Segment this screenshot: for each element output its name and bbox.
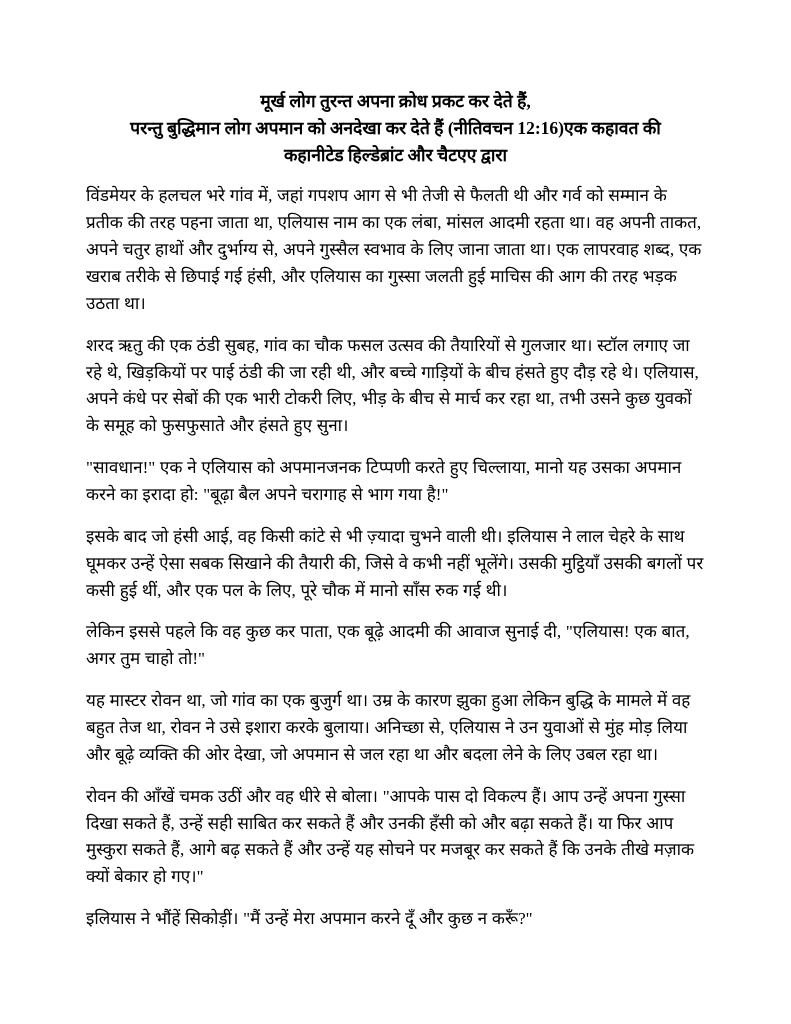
paragraph-2: शरद ऋतु की एक ठंडी सुबह, गांव का चौक फसल उत्सव की तैयारियों से गुलजार था। स्टॉल लगाए जा रहे थे, खिड़कियों पर पाई ठंडी की जा रही थी, और बच्चे गाड़ियों के बीच हंसते हुए दौड़ रहे थे। एलियास, अपने कंधे पर सेबों की एक भारी टोकरी लिए, भीड़ के बीच से मार्च कर रहा था, तभी उसने कुछ युवकों के समूह को फुसफुसाते और हंसते हुए सुना। [86,335,699,436]
title-line-1: मूर्ख लोग तुरन्त अपना क्रोध प्रकट कर देते हैं, [260,91,531,111]
paragraph-3: "सावधान!" एक ने एलियास को अपमानजनक टिप्पणी करते हुए चिल्लाया, मानो यह उसका अपमान करने का इरादा हो: "बूढ़ा बैल अपने चरागाह से भाग गया है!" [86,458,682,504]
paragraph-6: यह मास्टर रोवन था, जो गांव का एक बुजुर्ग था। उम्र के कारण झुका हुआ लेकिन बुद्धि के मामले में वह बहुत तेज था, रोवन ने उसे इशारा करके बुलाया। अनिच्छा से, एलियास ने उन युवाओं से मुंह मोड़ लिया और बूढ़े व्यक्ति की ओर देखा, जो अपमान से जल रहा था और बदला लेने के लिए उबल रहा था। [86,691,691,764]
paragraph-8: इलियास ने भौंहें सिकोड़ीं। "मैं उन्हें मेरा अपमान करने दूँ और कुछ न करूँ?" [86,909,533,929]
paragraph-5: लेकिन इससे पहले कि वह कुछ कर पाता, एक बूढ़े आदमी की आवाज सुनाई दी, "एलियास! एक बात, अगर तुम चाहो तो!" [86,622,690,669]
document-title [104,88,687,169]
document-body [86,183,705,933]
paragraph-7: रोवन की आँखें चमक उठीं और वह धीरे से बोला। "आपके पास दो विकल्प हैं। आप उन्हें अपना गुस्सा दिखा सकते हैं, उन्हें सही साबित कर सकते हैं और उनकी हँसी को और बढ़ा सकते हैं। या फिर आप मुस्कुरा सकते हैं, आगे बढ़ सकते हैं और उन्हें यह सोचने पर मजबूर कर सकते हैं कि उनके तीखे मज़ाक क्यों बेकार हो गए।" [86,786,695,887]
paragraph-1: विंडमेयर के हलचल भरे गांव में, जहां गपशप आग से भी तेजी से फैलती थी और गर्व को सम्मान के प्रतीक की तरह पहना जाता था, एलियास नाम का एक लंबा, मांसल आदमी रहता था। वह अपनी ताकत, अपने चतुर हाथों और दुर्भाग्य से, अपने गुस्सैल स्वभाव के लिए जाना जाता था। एक लापरवाह शब्द, एक खराब तरीके से छिपाई गई हंसी, और एलियास का गुस्सा जलती हुई माचिस की आग की तरह भड़क उठता था। [86,186,702,313]
title-line-3: कहानीटेड हिल्डेब्रांट और चैटएए द्वारा [283,145,508,166]
paragraph-4: इसके बाद जो हंसी आई, वह किसी कांटे से भी ज़्यादा चुभने वाली थी। इलियास ने लाल चेहरे के साथ घूमकर उन्हें ऐसा सबक सिखाने की तैयारी की, जिसे वे कभी नहीं भूलेंगे। उसकी मुट्ठियाँ उसकी बगलों पर कसी हुई थीं, और एक पल के लिए, पूरे चौक में मानो साँस रुक गई थी। [86,526,704,600]
title-line-2: परन्तु बुद्धिमान लोग अपमान को अनदेखा कर देते हैं (नीतिवचन 12:16)एक कहावत की [130,118,661,139]
